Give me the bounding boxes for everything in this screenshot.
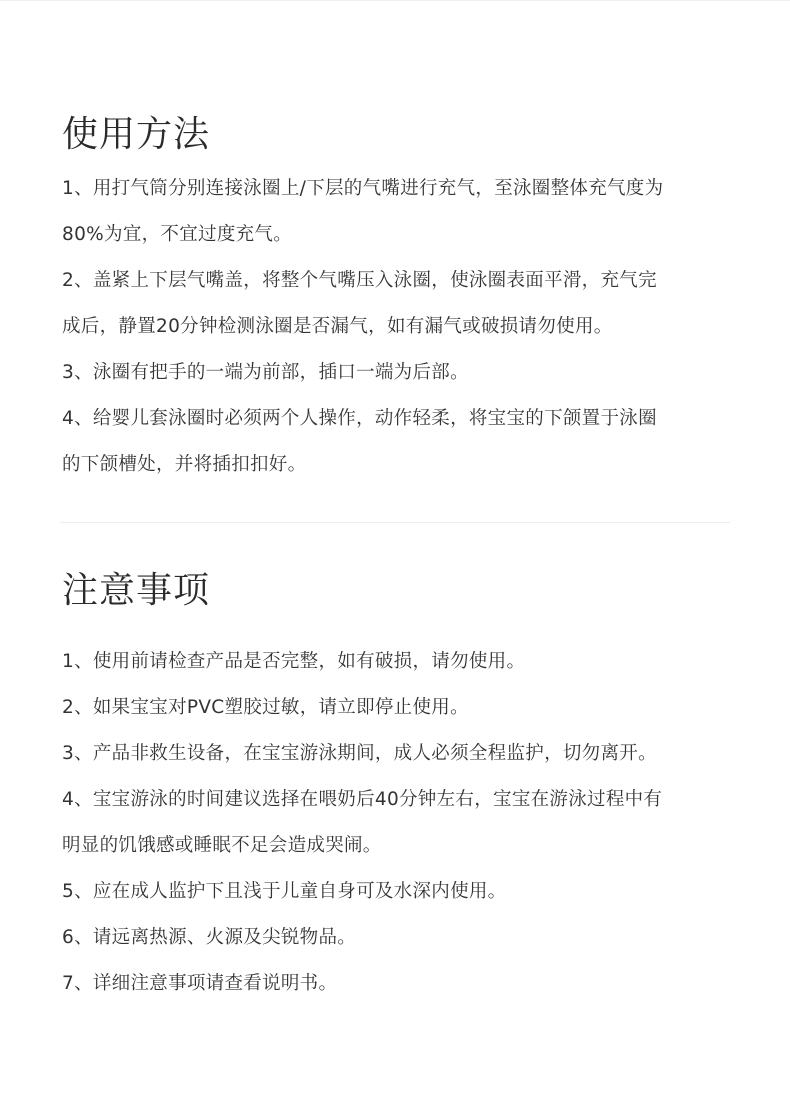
notes-list xyxy=(62,639,732,1007)
usage-item-4-line-2: 的下颌槽处，并将插扣扣好。 xyxy=(62,454,307,475)
usage-item-3-line-1: 3、泳圈有把手的一端为前部，插口一端为后部。 xyxy=(62,362,469,383)
notes-section xyxy=(62,568,732,1007)
top-rule xyxy=(0,0,790,1)
section-divider xyxy=(60,522,730,523)
notes-item-4-line-2: 明显的饥饿感或睡眠不足会造成哭闹。 xyxy=(62,835,382,856)
notes-item-7-line-1: 7、详细注意事项请查看说明书。 xyxy=(62,973,338,994)
usage-item-2-line-2: 成后，静置20分钟检测泳圈是否漏气，如有漏气或破损请勿使用。 xyxy=(62,316,613,337)
usage-section xyxy=(62,112,732,488)
usage-item-1-line-1: 1、用打气筒分别连接泳圈上/下层的气嘴进行充气，至泳圈整体充气度为 xyxy=(62,178,664,199)
notes-item-2-line-1: 2、如果宝宝对PVC塑胶过敏，请立即停止使用。 xyxy=(62,697,469,718)
usage-item-2-line-1: 2、盖紧上下层气嘴盖，将整个气嘴压入泳圈，使泳圈表面平滑，充气完 xyxy=(62,270,657,291)
notes-item-5-line-1: 5、应在成人监护下且浅于儿童自身可及水深内使用。 xyxy=(62,881,507,902)
notes-item-1-line-1: 1、使用前请检查产品是否完整，如有破损，请勿使用。 xyxy=(62,651,526,672)
usage-list xyxy=(62,166,732,488)
notes-item-4-line-1: 4、宝宝游泳的时间建议选择在喂奶后40分钟左右，宝宝在游泳过程中有 xyxy=(62,789,663,810)
usage-item-4-line-1: 4、给婴儿套泳圈时必须两个人操作，动作轻柔，将宝宝的下颌置于泳圈 xyxy=(62,408,657,429)
notes-item-6-line-1: 6、请远离热源、火源及尖锐物品。 xyxy=(62,927,357,948)
usage-title: 使用方法 xyxy=(62,114,211,155)
notes-item-3-line-1: 3、产品非救生设备，在宝宝游泳期间，成人必须全程监护，切勿离开。 xyxy=(62,743,657,764)
usage-item-1-line-2: 80%为宜，不宜过度充气。 xyxy=(62,224,293,245)
notes-title: 注意事项 xyxy=(62,570,211,611)
